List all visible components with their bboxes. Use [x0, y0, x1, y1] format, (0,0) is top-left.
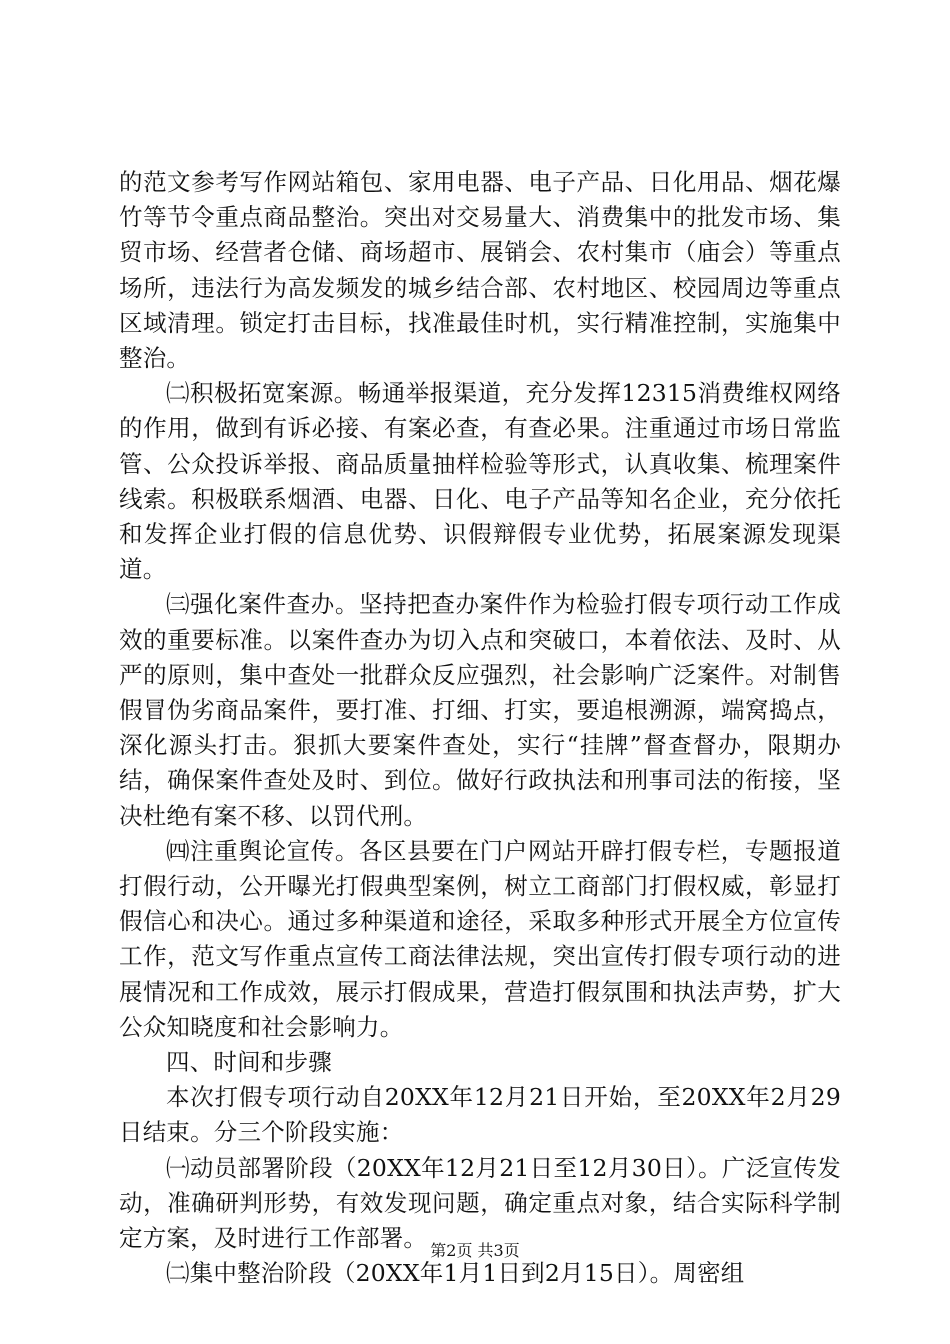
paragraph-campaign-period: 本次打假专项行动自20XX年12月21日开始，至20XX年2月29日结束。分三个阶段实施：	[119, 1083, 841, 1147]
paragraph-public-opinion: ㈣注重舆论宣传。各区县要在门户网站开辟打假专栏，专题报道打假行动，公开曝光打假典型案例，树立工商部门打假权威，彰显打假信心和决心。通过多种渠道和途径，采取多种形式开展全方位宣传工作，范文写作重点宣传工商法律法规，突出宣传打假专项行动的进展情况和工作成效，展示打假成果，营造打假氛围和执法声势，扩大公众知晓度和社会影响力。	[119, 836, 841, 1041]
paragraph-continued: 的范文参考写作网站箱包、家用电器、电子产品、日化用品、烟花爆竹等节令重点商品整治。突出对交易量大、消费集中的批发市场、集贸市场、经营者仓储、商场超市、展销会、农村集市（庙会）等重点场所，违法行为高发频发的城乡结合部、农村地区、校园周边等重点区域清理。锁定打击目标，找准最佳时机，实行精准控制，实施集中整治。	[119, 168, 841, 373]
page-footer: 第2页 共3页	[430, 1241, 520, 1260]
paragraph-rectification-stage: ㈡集中整治阶段（20XX年1月1日到2月15日）。周密组	[166, 1259, 745, 1288]
section-heading-time-and-steps: 四、时间和步骤	[166, 1048, 332, 1077]
paragraph-strengthen-case-handling: ㈢强化案件查办。坚持把查办案件作为检验打假专项行动工作成效的重要标准。以案件查办为切入点和突破口，本着依法、及时、从严的原则，集中查处一批群众反应强烈，社会影响广泛案件。对制售假冒伪劣商品案件，要打准、打细、打实，要追根溯源，端窝捣点，深化源头打击。狠抓大要案件查处，实行“挂牌”督查督办，限期办结，确保案件查处及时、到位。做好行政执法和刑事司法的衔接，坚决杜绝有案不移、以罚代刑。	[119, 590, 841, 830]
paragraph-mobilization-stage: ㈠动员部署阶段（20XX年12月21日至12月30日）。广泛宣传发动，准确研判形势，有效发现问题，确定重点对象，结合实际科学制定方案，及时进行工作部署。	[119, 1153, 841, 1253]
document-body	[119, 165, 841, 1292]
paragraph-expand-case-sources: ㈡积极拓宽案源。畅通举报渠道，充分发挥12315消费维权网络的作用，做到有诉必接、有案必查，有查必果。注重通过市场日常监管、公众投诉举报、商品质量抽样检验等形式，认真收集、梳理案件线索。积极联系烟酒、电器、日化、电子产品等知名企业，充分依托和发挥企业打假的信息优势、识假辩假专业优势，拓展案源发现渠道。	[119, 379, 841, 584]
